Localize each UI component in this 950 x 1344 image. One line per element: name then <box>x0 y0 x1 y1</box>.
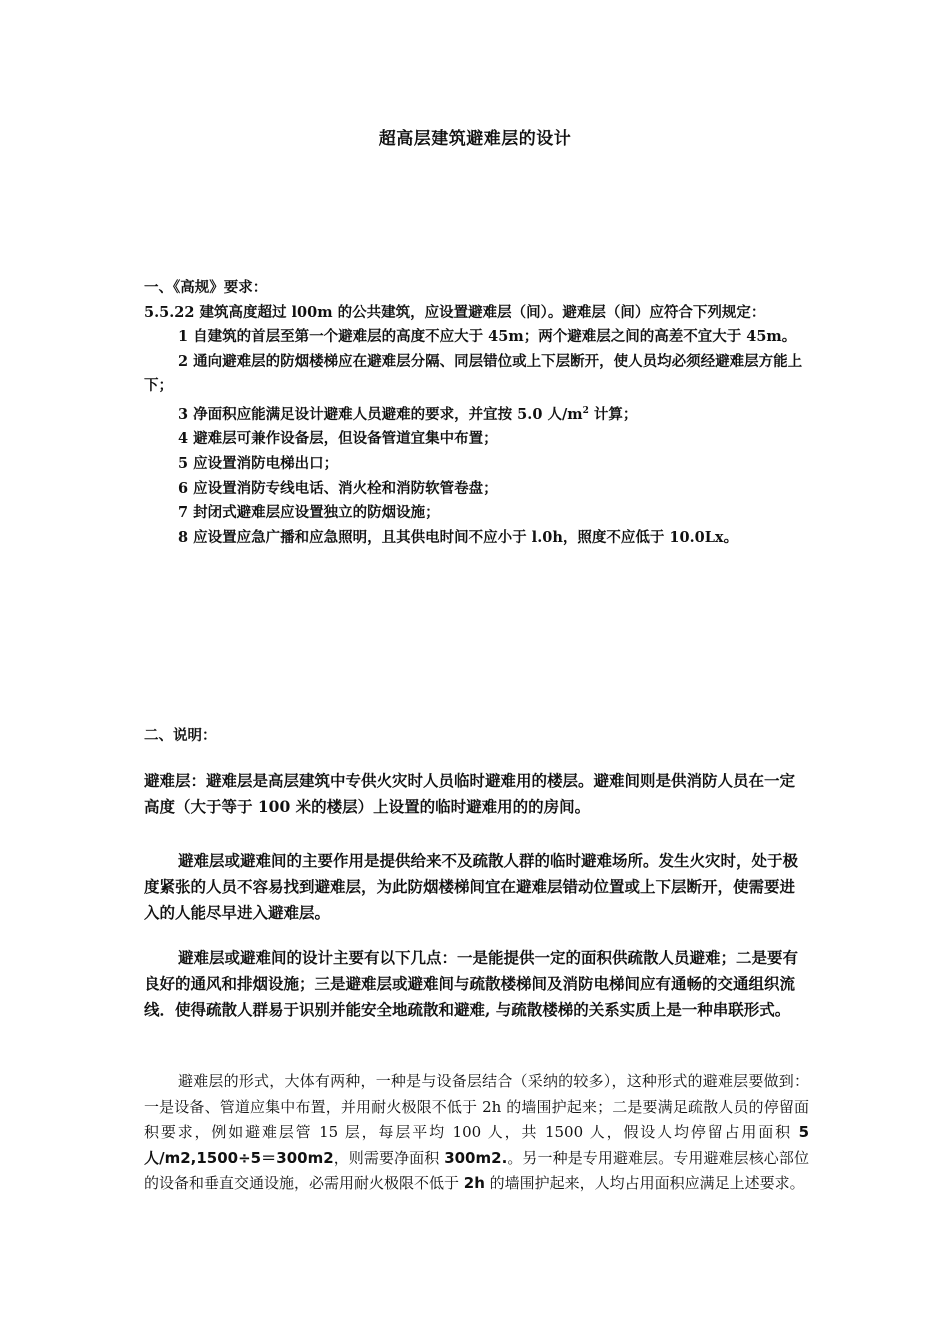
forms-net-area: 300m2. <box>444 1148 508 1167</box>
forms-area-calc: 5 人/m2,1500÷5＝300m2 <box>144 1123 809 1167</box>
rule-item-8: 8 应设置应急广播和应急照明，且其供电时间不应小于 l.0h，照度不应低于 10.0Lx。 <box>178 528 739 546</box>
section1-heading: 一、《高规》要求： <box>144 279 268 296</box>
forms-text-a: 避难层的形式，大体有两种，一种是与设备层结合（采纳的较多），这种形式的避难层要做到：一是设备、管道应集中布置，并用耐火极限不低于 2h 的墙围护起来；二是要满足疏散人员的停留面积要求，例如避难层管 15 层，每层平均 100 人，共 1500 人，假设人均停留占用面积 <box>144 1072 809 1142</box>
paragraph-definition: 避难层：避难层是高层建筑中专供火灾时人员临时避难用的楼层。避难间则是供消防人员在一定高度（大于等于 100 米的楼层）上设置的临时避难用的的房间。 <box>144 771 796 816</box>
paragraph-forms <box>144 1069 809 1197</box>
rule-item-1: 1 自建筑的首层至第一个避难层的高度不应大于 45m；两个避难层之间的高差不宜大于 45m。 <box>178 328 797 346</box>
superscript-2: 2 <box>582 405 589 416</box>
rule-item-7: 7 封闭式避难层应设置独立的防烟设施； <box>178 504 440 522</box>
section2-heading: 二、说明： <box>144 727 217 744</box>
section-regulations <box>144 276 809 550</box>
forms-text-g: 的墙围护起来，人均占用面积应满足上述要求。 <box>484 1174 805 1193</box>
rule-item-6: 6 应设置消防专线电话、消火栓和消防软管卷盘； <box>178 479 498 497</box>
rule-item-3-tail: 计算； <box>588 405 638 423</box>
rule-item-5: 5 应设置消防电梯出口； <box>178 454 339 472</box>
rule-item-3-text: 3 净面积应能满足设计避难人员避难的要求，并宜按 5.0 人/m <box>178 405 583 423</box>
document-title: 超高层建筑避难层的设计 <box>378 129 572 149</box>
rule-item-4: 4 避难层可兼作设备层，但设备管道宜集中布置； <box>178 430 498 448</box>
forms-text-c: ，则需要净面积 <box>333 1148 445 1167</box>
paragraph-purpose: 避难层或避难间的主要作用是提供给来不及疏散人群的临时避难场所。发生火灾时，处于极度紧张的人员不容易找到避难层，为此防烟楼梯间宜在避难层错动位置或上下层断开，使需要进入的人能尽早进入避难层。 <box>144 851 799 922</box>
rule-item-2: 2 通向避难层的防烟楼梯应在避难层分隔、同层错位或上下层断开，使人员均必须经避难层方能上下； <box>144 352 803 395</box>
forms-text-e: 。另一种是专用避难层。专用避难层核心部位的设备和垂直交通设施，必需用耐火极限不低于 <box>144 1148 809 1193</box>
forms-fire-rating: 2h <box>463 1174 485 1193</box>
rule-item-3 <box>144 399 809 427</box>
clause-5-5-22: 5.5.22 建筑高度超过 l00m 的公共建筑，应设置避难层（间）。避难层（间）应符合下列规定： <box>144 303 766 321</box>
paragraph-design-points: 避难层或避难间的设计主要有以下几点：一是能提供一定的面积供疏散人员避难；二是要有良好的通风和排烟设施；三是避难层或避难间与疏散楼梯间及消防电梯间应有通畅的交通组织流线．使得疏散人群易于识别并能安全地疏散和避难, 与疏散楼梯的关系实质上是一种串联形式。 <box>144 948 799 1019</box>
